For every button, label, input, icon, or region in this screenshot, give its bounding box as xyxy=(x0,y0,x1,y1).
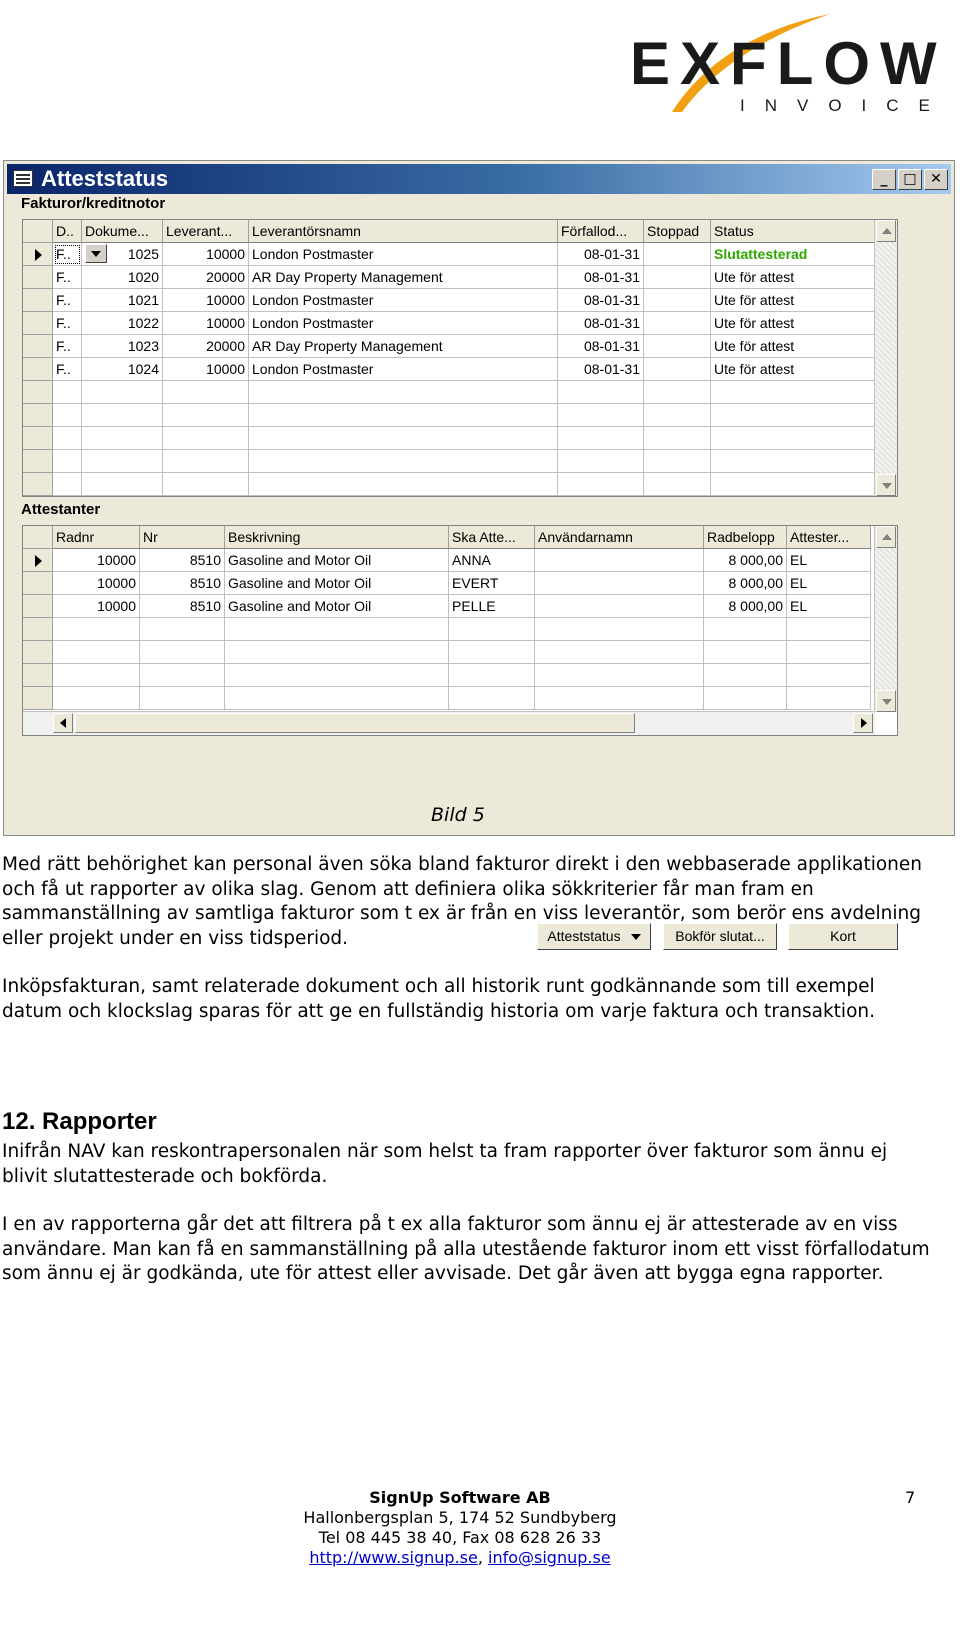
row-selector-header xyxy=(23,526,53,549)
invoice-cell[interactable] xyxy=(711,289,877,312)
attestant-cell-value: 8510 xyxy=(189,575,221,591)
page-number: 7 xyxy=(905,1488,916,1507)
row-selector[interactable] xyxy=(23,572,53,595)
footer-links xyxy=(0,1548,920,1568)
attestant-cell[interactable] xyxy=(225,549,449,572)
invoice-cell[interactable] xyxy=(82,427,163,450)
invoice-cell[interactable] xyxy=(644,243,711,266)
attestant-cell-value: 8 000,00 xyxy=(728,552,783,568)
invoice-row[interactable] xyxy=(23,243,877,266)
invoice-cell[interactable] xyxy=(82,289,163,312)
attestant-column-header[interactable]: Ska Atte... xyxy=(449,526,535,549)
attestant-cell-value: Gasoline and Motor Oil xyxy=(228,598,372,614)
invoice-cell[interactable] xyxy=(163,473,249,496)
invoices-section-label: Fakturor/kreditnotor xyxy=(21,195,166,212)
invoice-cell-value: 1022 xyxy=(127,315,159,331)
invoice-cell-value: 10000 xyxy=(206,361,245,377)
attestant-cell-value: 8510 xyxy=(189,552,221,568)
invoice-cell-value: 1023 xyxy=(127,338,159,354)
attestant-cell[interactable] xyxy=(704,687,787,710)
row-selector[interactable] xyxy=(23,404,53,427)
invoice-cell[interactable] xyxy=(163,404,249,427)
attestant-cell[interactable] xyxy=(787,618,871,641)
attestant-cell[interactable] xyxy=(225,687,449,710)
invoice-cell[interactable] xyxy=(82,335,163,358)
scroll-left-button[interactable] xyxy=(53,713,73,733)
attestant-cell[interactable] xyxy=(53,572,140,595)
invoice-row[interactable] xyxy=(23,404,877,427)
attestants-grid xyxy=(22,525,898,736)
form-icon xyxy=(13,170,33,187)
invoice-cell-value: F.. xyxy=(56,269,71,285)
invoice-cell[interactable] xyxy=(644,427,711,450)
invoice-cell[interactable] xyxy=(558,404,644,427)
footer-phone: Tel 08 445 38 40, Fax 08 628 26 33 xyxy=(318,1528,602,1547)
attestant-column-header[interactable]: Beskrivning xyxy=(225,526,449,549)
invoice-cell[interactable] xyxy=(163,381,249,404)
invoice-cell-value: London Postmaster xyxy=(252,361,374,377)
invoice-cell-value: Ute för attest xyxy=(714,292,795,308)
current-row-arrow-icon xyxy=(35,555,42,567)
invoice-cell[interactable] xyxy=(249,335,558,358)
scroll-down-button[interactable] xyxy=(876,474,896,496)
logo-subtitle: INVOICE xyxy=(740,96,950,115)
invoice-cell-value: F.. xyxy=(56,246,71,262)
attestant-column-header[interactable]: Användarnamn xyxy=(535,526,704,549)
invoice-row[interactable] xyxy=(23,450,877,473)
attestant-cell-value: PELLE xyxy=(452,598,496,614)
invoice-cell[interactable] xyxy=(711,358,877,381)
invoice-column-header[interactable]: Dokume... xyxy=(82,220,163,243)
invoice-cell[interactable] xyxy=(249,312,558,335)
attestant-cell[interactable] xyxy=(787,664,871,687)
attestant-cell[interactable] xyxy=(704,664,787,687)
attestant-row[interactable] xyxy=(23,664,871,687)
row-selector[interactable] xyxy=(23,618,53,641)
invoice-cell-value: Ute för attest xyxy=(714,269,795,285)
invoice-cell[interactable] xyxy=(711,243,877,266)
invoice-cell[interactable] xyxy=(644,358,711,381)
invoice-cell[interactable] xyxy=(644,289,711,312)
attestant-cell-value: EL xyxy=(790,552,808,568)
attestant-cell[interactable] xyxy=(787,595,871,618)
attestant-cell[interactable] xyxy=(535,641,704,664)
lookup-dropdown-button[interactable] xyxy=(85,244,107,263)
invoice-column-header[interactable]: Leverantörsnamn xyxy=(249,220,558,243)
row-selector[interactable] xyxy=(23,335,53,358)
attestant-row[interactable] xyxy=(23,641,871,664)
attestant-cell[interactable] xyxy=(140,641,225,664)
website-link[interactable]: http://www.signup.se xyxy=(309,1548,478,1567)
invoice-cell-value: 1025 xyxy=(127,246,159,262)
invoice-cell[interactable] xyxy=(644,450,711,473)
footer-company: SignUp Software AB xyxy=(369,1488,551,1507)
attestant-cell[interactable] xyxy=(225,595,449,618)
invoice-cell[interactable] xyxy=(53,335,82,358)
attestant-cell-value: EL xyxy=(790,598,808,614)
invoice-cell[interactable] xyxy=(53,450,82,473)
invoice-cell[interactable] xyxy=(82,404,163,427)
invoice-cell[interactable] xyxy=(53,243,82,266)
scroll-up-button[interactable] xyxy=(876,220,896,242)
attestants-section-label: Attestanter xyxy=(21,501,101,518)
invoice-cell-value: 20000 xyxy=(206,338,245,354)
invoice-row[interactable] xyxy=(23,266,877,289)
invoice-cell-value: 08-01-31 xyxy=(583,292,640,308)
invoice-cell[interactable] xyxy=(249,243,558,266)
attestant-row[interactable] xyxy=(23,687,871,710)
attestant-cell-value: ANNA xyxy=(452,552,491,568)
invoice-cell[interactable] xyxy=(82,266,163,289)
attestant-cell-value: 8510 xyxy=(189,598,221,614)
attestant-cell-value: 10000 xyxy=(97,598,136,614)
email-link[interactable]: info@signup.se xyxy=(488,1548,611,1567)
invoice-cell-value: 08-01-31 xyxy=(583,338,640,354)
invoice-row[interactable] xyxy=(23,335,877,358)
invoice-cell[interactable] xyxy=(558,358,644,381)
invoice-cell-value: F.. xyxy=(56,315,71,331)
invoices-grid xyxy=(22,219,898,497)
post-final-button[interactable]: Bokför slutat... xyxy=(663,923,777,950)
title-bar[interactable] xyxy=(7,164,951,194)
invoice-cell[interactable] xyxy=(249,427,558,450)
row-selector[interactable] xyxy=(23,266,53,289)
row-selector[interactable] xyxy=(23,381,53,404)
invoice-row[interactable] xyxy=(23,358,877,381)
attestant-header-row xyxy=(23,526,871,549)
attestant-column-header[interactable]: Attester... xyxy=(787,526,871,549)
invoice-cell-value: 20000 xyxy=(206,269,245,285)
attestant-cell-value: 10000 xyxy=(97,552,136,568)
invoice-cell-value: Ute för attest xyxy=(714,338,795,354)
invoice-cell[interactable] xyxy=(163,243,249,266)
invoice-cell[interactable] xyxy=(558,312,644,335)
invoice-cell[interactable] xyxy=(163,450,249,473)
attestants-vertical-scrollbar[interactable] xyxy=(874,526,897,712)
invoice-cell[interactable] xyxy=(644,473,711,496)
attestant-cell[interactable] xyxy=(449,595,535,618)
window-title: Atteststatus xyxy=(41,166,169,191)
attestant-cell[interactable] xyxy=(53,618,140,641)
attestant-cell[interactable] xyxy=(225,572,449,595)
invoice-cell[interactable] xyxy=(644,312,711,335)
invoice-cell[interactable] xyxy=(558,450,644,473)
invoice-cell[interactable] xyxy=(711,450,877,473)
invoice-cell-value: 1021 xyxy=(127,292,159,308)
row-selector[interactable] xyxy=(23,641,53,664)
scroll-down-button[interactable] xyxy=(876,690,896,712)
attestant-cell[interactable] xyxy=(704,549,787,572)
attestant-row[interactable] xyxy=(23,595,871,618)
row-selector[interactable] xyxy=(23,595,53,618)
invoice-row[interactable] xyxy=(23,381,877,404)
attestant-cell[interactable] xyxy=(53,687,140,710)
invoice-cell[interactable] xyxy=(82,358,163,381)
invoice-cell-value: 1020 xyxy=(127,269,159,285)
invoice-cell[interactable] xyxy=(558,243,644,266)
invoice-cell-value: Slutattesterad xyxy=(714,246,808,262)
paragraph: Med rätt behörighet kan personal även söka bland fakturor direkt i den webbaserade applikationen och få ut rapporter av olika slag. Genom att definiera olika sökkriterier får man fram en sammanställning av samtliga fakturor som t ex är från en viss leverantör, som berör ens avdelning eller projekt under en viss tidsperiod. xyxy=(2,854,922,949)
invoice-cell[interactable] xyxy=(711,381,877,404)
section-heading: 12. Rapporter xyxy=(2,1108,157,1135)
invoice-cell[interactable] xyxy=(558,266,644,289)
maximize-button[interactable]: □ xyxy=(898,169,922,190)
invoice-header-row xyxy=(23,220,877,243)
invoice-cell[interactable] xyxy=(644,381,711,404)
attestant-cell[interactable] xyxy=(449,572,535,595)
invoice-cell[interactable] xyxy=(711,312,877,335)
attestant-cell[interactable] xyxy=(53,664,140,687)
invoice-column-header[interactable]: Status xyxy=(711,220,877,243)
attestant-column-header[interactable]: Radbelopp xyxy=(704,526,787,549)
row-selector[interactable] xyxy=(23,243,53,266)
invoice-cell[interactable] xyxy=(163,335,249,358)
invoice-cell[interactable] xyxy=(558,427,644,450)
attestant-cell[interactable] xyxy=(704,595,787,618)
attestants-horizontal-scrollbar[interactable] xyxy=(23,711,875,735)
figure-caption: Bild 5 xyxy=(431,804,485,826)
invoice-row[interactable] xyxy=(23,312,877,335)
invoice-column-header[interactable]: Leverant... xyxy=(163,220,249,243)
invoice-cell-value: 1024 xyxy=(127,361,159,377)
invoice-cell[interactable] xyxy=(53,358,82,381)
invoice-cell[interactable] xyxy=(53,404,82,427)
invoice-cell[interactable] xyxy=(711,404,877,427)
invoice-cell[interactable] xyxy=(53,427,82,450)
invoice-cell-value: Ute för attest xyxy=(714,315,795,331)
row-selector[interactable] xyxy=(23,664,53,687)
attestant-cell[interactable] xyxy=(535,664,704,687)
attestant-cell[interactable] xyxy=(53,595,140,618)
invoice-cell[interactable] xyxy=(82,312,163,335)
invoice-cell-value: F.. xyxy=(56,361,71,377)
attestant-cell[interactable] xyxy=(140,572,225,595)
row-selector[interactable] xyxy=(23,687,53,710)
invoice-cell[interactable] xyxy=(249,450,558,473)
attestant-cell[interactable] xyxy=(449,549,535,572)
minimize-button[interactable]: _ xyxy=(872,169,896,190)
attestant-cell-value: 10000 xyxy=(97,575,136,591)
invoice-cell[interactable] xyxy=(249,358,558,381)
attestant-cell[interactable] xyxy=(225,641,449,664)
attestant-cell[interactable] xyxy=(449,664,535,687)
row-selector[interactable] xyxy=(23,312,53,335)
invoice-cell[interactable] xyxy=(163,289,249,312)
attestant-cell[interactable] xyxy=(449,618,535,641)
scroll-right-button[interactable] xyxy=(853,713,873,733)
invoice-cell[interactable] xyxy=(644,335,711,358)
attestant-cell[interactable] xyxy=(53,641,140,664)
attestant-cell[interactable] xyxy=(704,641,787,664)
invoice-cell-value: London Postmaster xyxy=(252,246,374,262)
scroll-thumb[interactable] xyxy=(75,713,635,733)
invoice-cell[interactable] xyxy=(249,266,558,289)
invoice-cell-value: London Postmaster xyxy=(252,315,374,331)
invoice-cell-value: London Postmaster xyxy=(252,292,374,308)
invoice-cell-value: Ute för attest xyxy=(714,361,795,377)
invoice-cell[interactable] xyxy=(163,312,249,335)
logo-word: EXFLOW xyxy=(630,30,947,97)
attestant-cell[interactable] xyxy=(787,549,871,572)
attestant-cell-value: 8 000,00 xyxy=(728,575,783,591)
invoice-cell-value: F.. xyxy=(56,338,71,354)
attestant-cell[interactable] xyxy=(787,687,871,710)
attestant-cell[interactable] xyxy=(535,572,704,595)
invoice-cell-value: 10000 xyxy=(206,246,245,262)
invoice-cell-value: 08-01-31 xyxy=(583,361,640,377)
card-button[interactable]: Kort xyxy=(788,923,898,950)
attestant-cell[interactable] xyxy=(140,687,225,710)
attestant-cell[interactable] xyxy=(449,687,535,710)
invoice-cell-value: 10000 xyxy=(206,315,245,331)
invoice-cell[interactable] xyxy=(163,427,249,450)
attestant-cell[interactable] xyxy=(535,549,704,572)
invoice-cell[interactable] xyxy=(711,427,877,450)
invoice-cell[interactable] xyxy=(53,473,82,496)
attestant-cell[interactable] xyxy=(449,641,535,664)
invoice-column-header[interactable]: D.. xyxy=(53,220,82,243)
invoice-cell-value: AR Day Property Management xyxy=(252,338,443,354)
invoice-row[interactable] xyxy=(23,427,877,450)
footer-separator: , xyxy=(477,1548,489,1567)
attestant-cell-value: 8 000,00 xyxy=(728,598,783,614)
invoice-cell[interactable] xyxy=(82,450,163,473)
current-row-arrow-icon xyxy=(35,249,42,261)
attestant-cell-value: EVERT xyxy=(452,575,499,591)
attestant-cell[interactable] xyxy=(225,664,449,687)
invoice-cell-value: 08-01-31 xyxy=(583,246,640,262)
paragraph: Inköpsfakturan, samt relaterade dokument och all historik runt godkännande som till exempel datum och klockslag sparas för att ge en fullständig historia om varje faktura och transaktion. xyxy=(2,976,875,1022)
attestant-cell[interactable] xyxy=(140,595,225,618)
invoice-cell[interactable] xyxy=(53,312,82,335)
invoice-cell[interactable] xyxy=(82,473,163,496)
attestant-row[interactable] xyxy=(23,549,871,572)
attestant-cell[interactable] xyxy=(225,618,449,641)
attestant-cell[interactable] xyxy=(704,618,787,641)
attestant-cell[interactable] xyxy=(140,664,225,687)
invoice-cell[interactable] xyxy=(558,335,644,358)
invoice-cell[interactable] xyxy=(644,404,711,427)
row-selector[interactable] xyxy=(23,427,53,450)
attestant-cell[interactable] xyxy=(704,572,787,595)
attestant-cell[interactable] xyxy=(140,618,225,641)
attestant-cell[interactable] xyxy=(535,595,704,618)
attestant-cell-value: Gasoline and Motor Oil xyxy=(228,575,372,591)
invoice-cell[interactable] xyxy=(558,381,644,404)
invoice-cell-value: 08-01-31 xyxy=(583,315,640,331)
invoice-cell[interactable] xyxy=(249,381,558,404)
invoice-cell-value: 08-01-31 xyxy=(583,269,640,285)
invoice-cell[interactable] xyxy=(711,335,877,358)
paragraph: Inifrån NAV kan reskontrapersonalen när som helst ta fram rapporter över fakturor som ännu ej blivit slutattesterade och bokförda. xyxy=(2,1141,888,1187)
invoice-column-header[interactable]: Stoppad xyxy=(644,220,711,243)
invoice-cell[interactable] xyxy=(82,381,163,404)
invoice-cell[interactable] xyxy=(249,404,558,427)
attestant-cell[interactable] xyxy=(535,618,704,641)
attestant-cell[interactable] xyxy=(787,572,871,595)
invoice-cell-value: 10000 xyxy=(206,292,245,308)
invoice-cell[interactable] xyxy=(711,473,877,496)
invoices-vertical-scrollbar[interactable] xyxy=(874,220,897,496)
attestant-cell-value: Gasoline and Motor Oil xyxy=(228,552,372,568)
invoice-cell[interactable] xyxy=(249,473,558,496)
attestant-cell[interactable] xyxy=(140,549,225,572)
attestant-column-header[interactable]: Radnr xyxy=(53,526,140,549)
attestant-column-header[interactable]: Nr xyxy=(140,526,225,549)
invoice-cell[interactable] xyxy=(53,266,82,289)
footer-address: Hallonbergsplan 5, 174 52 Sundbyberg xyxy=(303,1508,617,1527)
atteststatus-label: Atteststatus xyxy=(547,928,621,944)
exflow-logo xyxy=(630,8,956,116)
attestant-cell-value: EL xyxy=(790,575,808,591)
row-selector[interactable] xyxy=(23,473,53,496)
row-selector[interactable] xyxy=(23,358,53,381)
invoice-cell[interactable] xyxy=(711,266,877,289)
invoice-row[interactable] xyxy=(23,473,877,496)
invoice-cell-value: F.. xyxy=(56,292,71,308)
invoice-cell[interactable] xyxy=(644,266,711,289)
invoice-column-header[interactable]: Förfallod... xyxy=(558,220,644,243)
attestant-cell[interactable] xyxy=(53,549,140,572)
row-selector-header xyxy=(23,220,53,243)
invoice-cell[interactable] xyxy=(53,289,82,312)
invoice-cell[interactable] xyxy=(82,243,163,266)
invoice-cell[interactable] xyxy=(249,289,558,312)
invoice-cell[interactable] xyxy=(558,473,644,496)
attestant-cell[interactable] xyxy=(535,687,704,710)
invoice-cell[interactable] xyxy=(53,381,82,404)
row-selector[interactable] xyxy=(23,289,53,312)
row-selector[interactable] xyxy=(23,450,53,473)
row-selector[interactable] xyxy=(23,549,53,572)
attestant-row[interactable] xyxy=(23,572,871,595)
invoice-cell-value: AR Day Property Management xyxy=(252,269,443,285)
attestant-row[interactable] xyxy=(23,618,871,641)
attestant-cell[interactable] xyxy=(787,641,871,664)
invoice-cell[interactable] xyxy=(163,358,249,381)
paragraph: I en av rapporterna går det att filtrera på t ex alla fakturor som ännu ej är attesterade av en viss användare. Man kan få en sammanställning på alla utestående fakturor inom ett visst förfallodatum som ännu ej är godkända, ute för attest eller avvisade. Det går även att bygga egna rapporter. xyxy=(2,1214,930,1285)
invoice-cell[interactable] xyxy=(163,266,249,289)
close-window-button[interactable]: ✕ xyxy=(924,169,948,190)
scroll-up-button[interactable] xyxy=(876,526,896,548)
invoice-row[interactable] xyxy=(23,289,877,312)
invoice-cell[interactable] xyxy=(558,289,644,312)
